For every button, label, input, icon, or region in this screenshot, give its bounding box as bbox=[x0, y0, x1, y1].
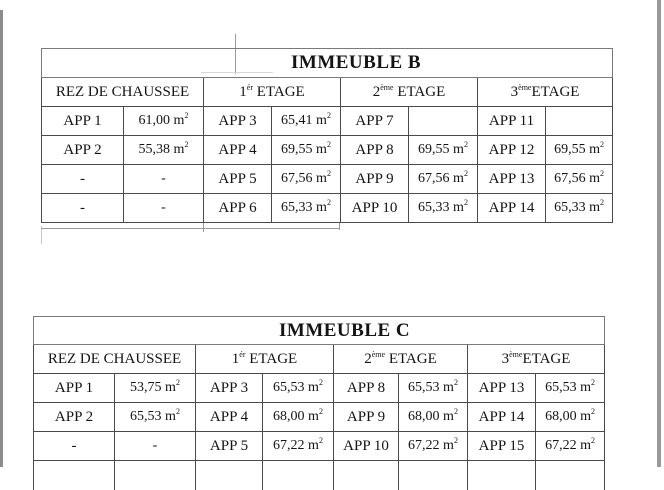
area-value: 68,00 m bbox=[545, 409, 591, 424]
area-cell bbox=[115, 403, 196, 432]
table-row bbox=[34, 403, 605, 432]
floor-ordinal-sup: ér bbox=[246, 82, 253, 92]
area-cell bbox=[399, 403, 468, 432]
floor-header bbox=[196, 345, 334, 374]
area-value: 61,00 m bbox=[138, 113, 185, 128]
building-title-text: IMMEUBLE C bbox=[279, 319, 411, 341]
area-value: 55,38 m bbox=[138, 142, 185, 157]
area-cell bbox=[409, 136, 478, 165]
floor-header-row bbox=[42, 78, 613, 107]
area-cell bbox=[546, 194, 613, 223]
scan-edge-left bbox=[0, 10, 3, 467]
area-value: 67,56 m bbox=[418, 171, 464, 186]
unit-sup: 2 bbox=[600, 140, 604, 149]
unit-sup: 2 bbox=[326, 198, 331, 207]
floor-label: ETAGE bbox=[393, 83, 446, 100]
apartment-cell: APP 10 bbox=[334, 432, 399, 461]
floor-header bbox=[334, 345, 468, 374]
area-cell bbox=[124, 165, 204, 194]
building-title bbox=[42, 49, 613, 78]
area-value: - bbox=[152, 438, 158, 453]
area-cell bbox=[546, 165, 613, 194]
apartment-cell: - bbox=[34, 432, 115, 461]
apartment-cell: APP 2 bbox=[42, 136, 124, 165]
apartment-cell: APP 4 bbox=[196, 403, 263, 432]
apartment-cell: APP 1 bbox=[34, 374, 115, 403]
area-value: 67,22 m bbox=[273, 438, 319, 453]
unit-sup: 2 bbox=[318, 436, 323, 445]
area-value: 67,56 m bbox=[554, 171, 600, 186]
unit-sup: 2 bbox=[175, 407, 180, 416]
area-value: 65,33 m bbox=[281, 200, 327, 215]
apartment-cell: APP 5 bbox=[204, 165, 272, 194]
floor-label: REZ DE CHAUSSEE bbox=[55, 83, 190, 100]
area-cell bbox=[536, 374, 605, 403]
floor-ordinal-sup: ème bbox=[518, 82, 532, 92]
table-row bbox=[42, 136, 613, 165]
floor-ordinal-sup: ér bbox=[239, 349, 246, 359]
unit-sup: 2 bbox=[318, 378, 323, 387]
area-cell bbox=[272, 165, 341, 194]
unit-sup: 2 bbox=[600, 169, 604, 178]
floor-ordinal-sup: ème bbox=[509, 349, 523, 359]
floor-header bbox=[468, 345, 605, 374]
empty-cell bbox=[468, 461, 536, 490]
apartment-cell: APP 12 bbox=[478, 136, 546, 165]
floor-header bbox=[34, 345, 196, 374]
apartment-cell: APP 14 bbox=[478, 194, 546, 223]
floor-label: ETAGE bbox=[385, 350, 437, 367]
area-cell bbox=[409, 107, 478, 136]
unit-sup: 2 bbox=[453, 407, 458, 416]
table-row bbox=[42, 107, 613, 136]
area-cell bbox=[409, 194, 478, 223]
area-cell bbox=[263, 432, 334, 461]
area-value: 67,56 m bbox=[281, 171, 327, 186]
area-value: - bbox=[161, 200, 166, 215]
area-cell bbox=[536, 432, 605, 461]
area-value: 65,53 m bbox=[130, 409, 176, 424]
floor-label: ETAGE bbox=[253, 83, 305, 100]
apartment-cell: APP 13 bbox=[468, 374, 536, 403]
area-value: 69,55 m bbox=[281, 142, 327, 157]
empty-cell bbox=[196, 461, 263, 490]
area-cell bbox=[272, 194, 341, 223]
unit-sup: 2 bbox=[600, 198, 604, 207]
floor-ordinal: 1 bbox=[239, 83, 247, 100]
empty-cell bbox=[334, 461, 399, 490]
area-value: 68,00 m bbox=[408, 409, 454, 424]
apartment-cell: APP 13 bbox=[478, 165, 546, 194]
apartment-cell: APP 9 bbox=[341, 165, 409, 194]
unit-sup: 2 bbox=[453, 436, 458, 445]
empty-cell bbox=[263, 461, 334, 490]
area-cell bbox=[399, 374, 468, 403]
area-value: 68,00 m bbox=[273, 409, 319, 424]
apartment-cell: APP 6 bbox=[204, 194, 272, 223]
floor-ordinal: 2 bbox=[372, 83, 381, 100]
unit-sup: 2 bbox=[318, 407, 323, 416]
floor-header bbox=[341, 78, 478, 107]
area-cell bbox=[546, 107, 613, 136]
apartment-cell: - bbox=[42, 165, 124, 194]
area-cell bbox=[409, 165, 478, 194]
floor-header-row bbox=[34, 345, 605, 374]
area-cell bbox=[115, 432, 196, 461]
unit-sup: 2 bbox=[326, 169, 331, 178]
apartment-cell: APP 9 bbox=[334, 403, 399, 432]
unit-sup: 2 bbox=[590, 436, 595, 445]
area-value: 65,53 m bbox=[545, 380, 591, 395]
area-cell bbox=[124, 194, 204, 223]
floor-label: ETAGE bbox=[531, 83, 580, 100]
empty-cell bbox=[115, 461, 196, 490]
floor-ordinal: 3 bbox=[501, 350, 510, 367]
table-row-cropped bbox=[34, 461, 605, 490]
area-value: 65,53 m bbox=[408, 380, 454, 395]
unit-sup: 2 bbox=[175, 378, 180, 387]
unit-sup: 2 bbox=[590, 378, 595, 387]
area-value: 69,55 m bbox=[554, 142, 600, 157]
area-cell bbox=[115, 374, 196, 403]
apartment-cell: APP 3 bbox=[196, 374, 263, 403]
area-cell bbox=[263, 374, 334, 403]
floor-label: ETAGE bbox=[245, 350, 298, 367]
apartment-cell: APP 8 bbox=[334, 374, 399, 403]
floor-ordinal-sup: ème bbox=[371, 349, 386, 359]
unit-sup: 2 bbox=[463, 198, 468, 207]
unit-sup: 2 bbox=[453, 378, 458, 387]
unit-sup: 2 bbox=[463, 140, 468, 149]
area-value: - bbox=[161, 171, 166, 186]
building-title bbox=[34, 317, 605, 345]
apartment-cell: APP 1 bbox=[42, 107, 124, 136]
apartment-cell: APP 8 bbox=[341, 136, 409, 165]
floor-label: ETAGE bbox=[522, 350, 571, 367]
empty-cell bbox=[536, 461, 605, 490]
unit-sup: 2 bbox=[463, 169, 468, 178]
floor-label: REZ DE CHAUSSEE bbox=[47, 350, 182, 367]
floor-header bbox=[42, 78, 204, 107]
area-cell bbox=[536, 403, 605, 432]
floor-ordinal-sup: ème bbox=[380, 82, 394, 92]
table-row bbox=[42, 194, 613, 223]
apartment-cell: - bbox=[42, 194, 124, 223]
area-value: 67,22 m bbox=[408, 438, 454, 453]
area-value: 65,41 m bbox=[281, 113, 327, 128]
area-cell bbox=[124, 107, 204, 136]
floor-header bbox=[204, 78, 341, 107]
stray-line bbox=[41, 228, 339, 229]
floor-ordinal: 3 bbox=[510, 83, 519, 100]
area-value: 67,22 m bbox=[545, 438, 591, 453]
apartment-cell: APP 5 bbox=[196, 432, 263, 461]
area-value: 69,55 m bbox=[418, 142, 464, 157]
apartment-cell: APP 10 bbox=[341, 194, 409, 223]
unit-sup: 2 bbox=[590, 407, 595, 416]
apartment-cell: APP 3 bbox=[204, 107, 272, 136]
area-cell bbox=[124, 136, 204, 165]
table-row bbox=[34, 432, 605, 461]
area-value: 65,53 m bbox=[273, 380, 319, 395]
area-cell bbox=[546, 136, 613, 165]
apartment-cell: APP 11 bbox=[478, 107, 546, 136]
apartment-cell: APP 14 bbox=[468, 403, 536, 432]
empty-cell bbox=[399, 461, 468, 490]
apartment-cell: APP 2 bbox=[34, 403, 115, 432]
building-title-text: IMMEUBLE B bbox=[291, 52, 422, 73]
area-cell bbox=[399, 432, 468, 461]
building-b-table bbox=[41, 48, 613, 223]
floor-header bbox=[478, 78, 613, 107]
apartment-cell: APP 15 bbox=[468, 432, 536, 461]
area-cell bbox=[272, 107, 341, 136]
area-value: 65,33 m bbox=[554, 200, 600, 215]
building-c-table bbox=[33, 316, 605, 490]
unit-sup: 2 bbox=[326, 111, 331, 120]
apartment-cell: APP 4 bbox=[204, 136, 272, 165]
apartment-cell: APP 7 bbox=[341, 107, 409, 136]
area-value: 53,75 m bbox=[130, 380, 176, 395]
empty-cell bbox=[34, 461, 115, 490]
area-cell bbox=[263, 403, 334, 432]
area-cell bbox=[272, 136, 341, 165]
stray-mark bbox=[339, 222, 340, 230]
scan-edge-right bbox=[657, 0, 661, 467]
unit-sup: 2 bbox=[326, 140, 331, 149]
area-value: 65,33 m bbox=[418, 200, 464, 215]
unit-sup: 2 bbox=[184, 140, 189, 149]
floor-ordinal: 1 bbox=[231, 350, 240, 367]
floor-ordinal: 2 bbox=[364, 350, 372, 367]
stray-mark bbox=[203, 222, 204, 232]
table-row bbox=[34, 374, 605, 403]
unit-sup: 2 bbox=[184, 111, 189, 120]
table-row bbox=[42, 165, 613, 194]
